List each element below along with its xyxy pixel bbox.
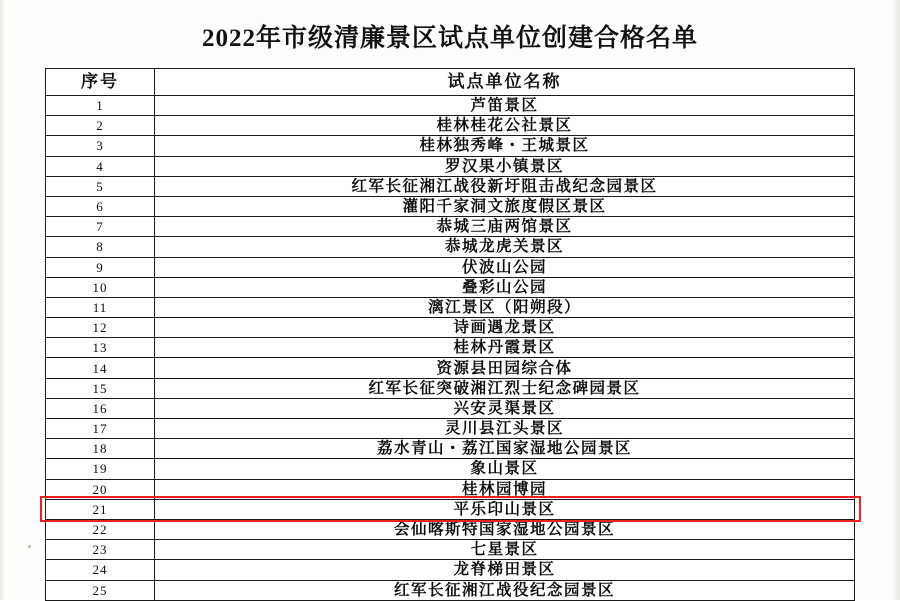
listing-table [45,68,855,601]
table-row [46,419,855,439]
cell-no: 10 [46,277,155,297]
cell-name: 漓江景区（阳朔段） [155,297,855,317]
cell-no: 7 [46,217,155,237]
cell-no: 17 [46,419,155,439]
cell-no: 21 [46,499,155,519]
table-header-row [46,69,855,96]
table-row [46,338,855,358]
cell-no: 14 [46,358,155,378]
table-row [46,297,855,317]
column-header-no: 序号 [46,69,155,96]
table-row [46,580,855,600]
cell-name: 恭城三庙两馆景区 [155,217,855,237]
table-row [46,136,855,156]
table-row [46,196,855,216]
cell-name: 红军长征湘江战役纪念园景区 [155,580,855,600]
cell-name: 桂林桂花公社景区 [155,116,855,136]
cell-name: 七星景区 [155,540,855,560]
cell-no: 13 [46,338,155,358]
table-row [46,96,855,116]
cell-name: 象山景区 [155,459,855,479]
cell-name: 平乐印山景区 [155,499,855,519]
table-row [46,540,855,560]
table-row [46,156,855,176]
cell-name: 桂林独秀峰・王城景区 [155,136,855,156]
cell-name: 红军长征突破湘江烈士纪念碑园景区 [155,378,855,398]
table-row [46,237,855,257]
cell-name: 伏波山公园 [155,257,855,277]
table-row [46,459,855,479]
cell-name: 罗汉果小镇景区 [155,156,855,176]
cell-no: 4 [46,156,155,176]
table-row [46,257,855,277]
table-row-highlighted [46,499,855,519]
cell-name: 兴安灵渠景区 [155,398,855,418]
page-left-edge [0,0,6,600]
table-row [46,398,855,418]
cell-no: 23 [46,540,155,560]
cell-no: 11 [46,297,155,317]
cell-no: 6 [46,196,155,216]
table-row [46,176,855,196]
cell-no: 20 [46,479,155,499]
table-row [46,318,855,338]
paper-speck [28,545,31,548]
cell-no: 2 [46,116,155,136]
cell-no: 12 [46,318,155,338]
table-row [46,217,855,237]
cell-name: 恭城龙虎关景区 [155,237,855,257]
cell-name: 灌阳千家洞文旅度假区景区 [155,196,855,216]
cell-name: 荔水青山・荔江国家湿地公园景区 [155,439,855,459]
cell-name: 灵川县江头景区 [155,419,855,439]
listing-table-container [45,68,855,601]
cell-no: 25 [46,580,155,600]
cell-no: 3 [46,136,155,156]
cell-no: 8 [46,237,155,257]
cell-no: 16 [46,398,155,418]
cell-no: 19 [46,459,155,479]
page-title: 2022年市级清廉景区试点单位创建合格名单 [201,25,698,52]
table-row [46,560,855,580]
cell-no: 5 [46,176,155,196]
cell-name: 叠彩山公园 [155,277,855,297]
table-row [46,378,855,398]
cell-no: 1 [46,96,155,116]
cell-name: 芦笛景区 [155,96,855,116]
table-row [46,116,855,136]
cell-name: 桂林园博园 [155,479,855,499]
table-row [46,358,855,378]
cell-no: 9 [46,257,155,277]
cell-name: 会仙喀斯特国家湿地公园景区 [155,519,855,539]
cell-name: 桂林丹霞景区 [155,338,855,358]
cell-name: 龙脊梯田景区 [155,560,855,580]
table-body [46,96,855,601]
table-head [46,69,855,96]
table-row [46,479,855,499]
cell-name: 红军长征湘江战役新圩阻击战纪念园景区 [155,176,855,196]
cell-no: 18 [46,439,155,459]
cell-no: 24 [46,560,155,580]
page-right-edge [892,0,900,600]
table-row [46,277,855,297]
cell-name: 诗画遇龙景区 [155,318,855,338]
column-header-name: 试点单位名称 [155,69,855,96]
cell-no: 22 [46,519,155,539]
cell-name: 资源县田园综合体 [155,358,855,378]
table-row [46,439,855,459]
table-row [46,519,855,539]
cell-no: 15 [46,378,155,398]
